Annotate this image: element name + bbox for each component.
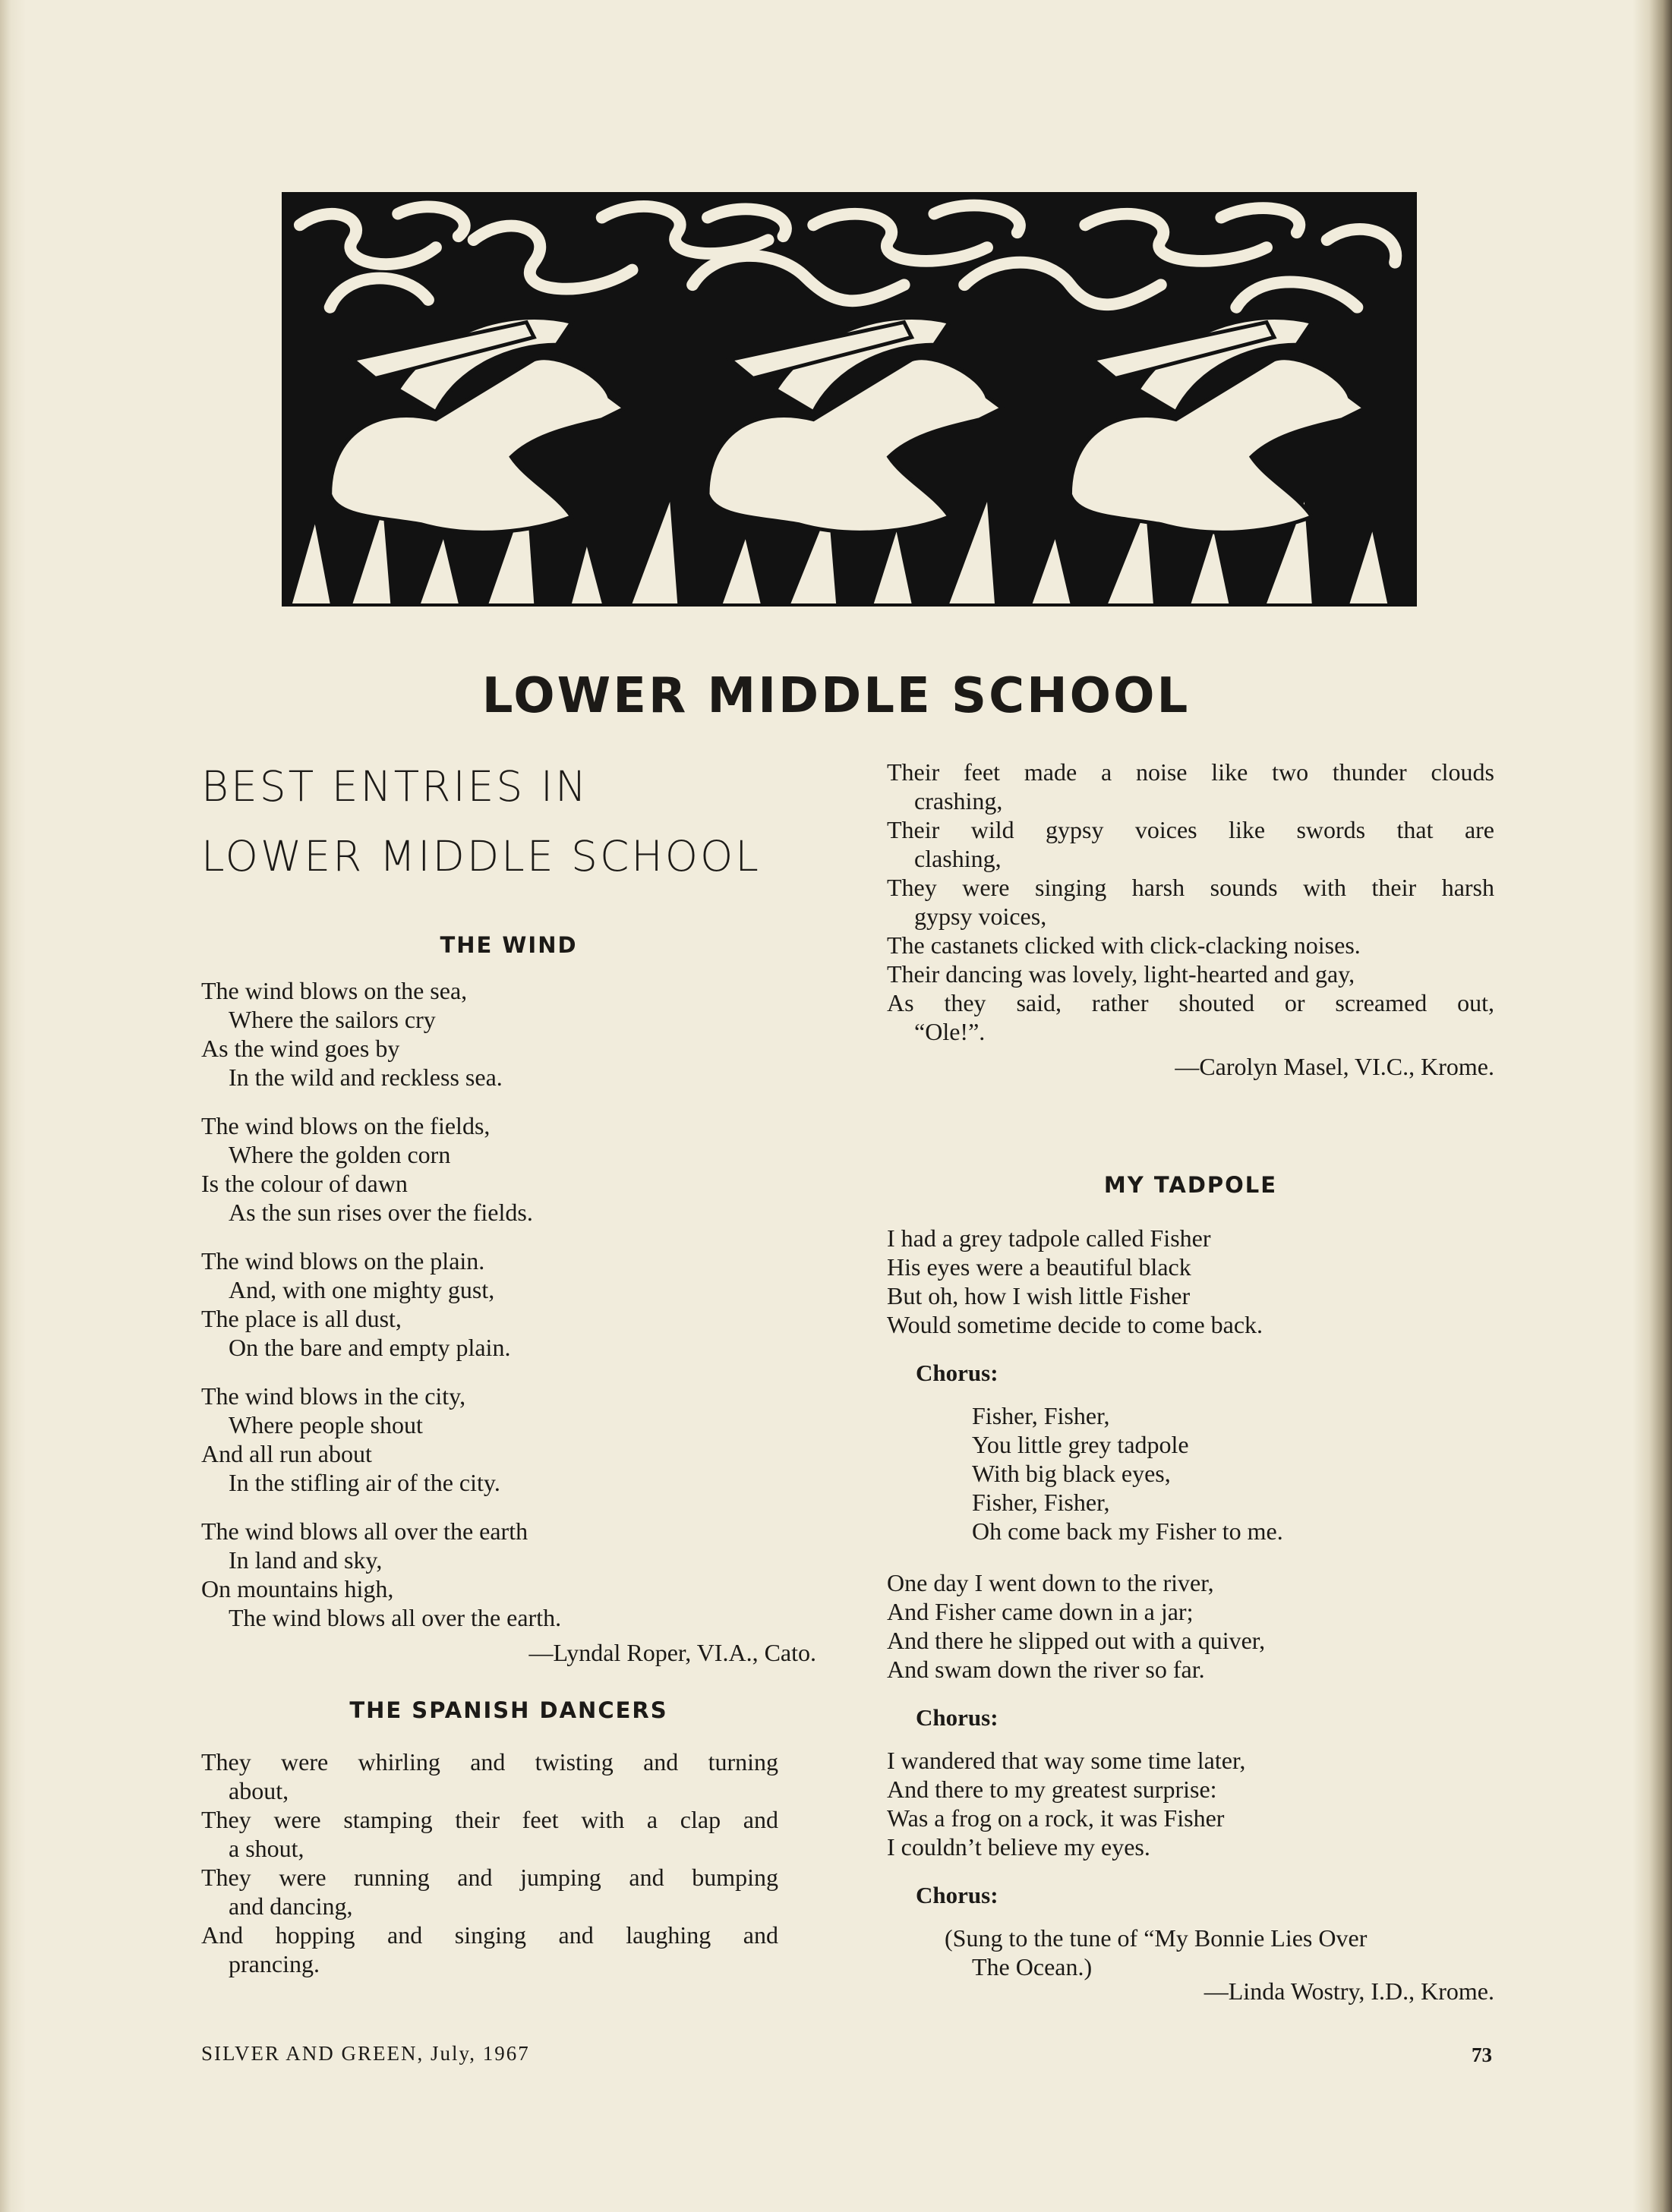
poem-line: and dancing, — [229, 1892, 353, 1920]
poem-line: They were singing harsh sounds with their harsh — [887, 874, 1494, 901]
poem-line: And there to my greatest surprise: — [887, 1776, 1217, 1803]
poem-line: On mountains high, — [201, 1575, 394, 1602]
dragon-frieze-svg — [285, 195, 1414, 603]
main-title: LOWER MIDDLE SCHOOL — [481, 668, 1191, 724]
poem-line: You little grey tadpole — [972, 1431, 1189, 1458]
poem-title-the-wind: THE WIND — [440, 932, 578, 958]
poem-line: The wind blows all over the earth — [201, 1517, 528, 1545]
poem-line: Is the colour of dawn — [201, 1170, 408, 1197]
poem-line: And hopping and singing and laughing and — [201, 1921, 778, 1949]
tadpole-verse-3 — [887, 1746, 1494, 1861]
poem-line: crashing, — [914, 787, 1003, 815]
poem-line: Fisher, Fisher, — [972, 1489, 1110, 1516]
tune-note-line: (Sung to the tune of “My Bonnie Lies Over — [945, 1924, 1368, 1952]
section-title — [201, 752, 816, 891]
poem-line: Was a frog on a rock, it was Fisher — [887, 1804, 1225, 1832]
wind-stanza — [201, 976, 816, 1092]
poem-line: “Ole!”. — [914, 1018, 986, 1045]
wind-stanza — [201, 1246, 816, 1362]
poem-line: And there he slipped out with a quiver, — [887, 1627, 1266, 1654]
poem-line: On the bare and empty plain. — [229, 1334, 511, 1361]
chorus-lines — [887, 1401, 1494, 1546]
section-title-line-1: BEST ENTRIES IN — [201, 762, 589, 811]
tadpole-verse-2 — [887, 1568, 1494, 1684]
poem-line: In land and sky, — [229, 1546, 383, 1574]
poem-line: The wind blows on the sea, — [201, 977, 468, 1004]
poem-line: And, with one mighty gust, — [229, 1276, 495, 1303]
tadpole-verse-1 — [887, 1224, 1494, 1339]
poem-line: Their dancing was lovely, light-hearted and gay, — [887, 960, 1355, 988]
poem-line: As they said, rather shouted or screamed out, — [887, 989, 1494, 1016]
chorus-label: Chorus: — [916, 1704, 998, 1731]
poem-line: They were stamping their feet with a clap and — [201, 1806, 778, 1833]
poem-line: Their wild gypsy voices like swords that are — [887, 816, 1494, 843]
author-credit-dancers: —Carolyn Masel, VI.C., Krome. — [1175, 1053, 1494, 1080]
poem-line: In the wild and reckless sea. — [229, 1063, 503, 1091]
poem-line: about, — [229, 1777, 289, 1804]
poem-line: clashing, — [914, 845, 1002, 872]
poem-line: The wind blows in the city, — [201, 1382, 466, 1410]
poem-line: I couldn’t believe my eyes. — [887, 1833, 1150, 1861]
poem-spanish-dancers-part-2 — [887, 758, 1494, 1081]
poem-line: In the stifling air of the city. — [229, 1469, 500, 1496]
poem-line: I wandered that way some time later, — [887, 1747, 1246, 1774]
page-number: 73 — [1472, 2043, 1492, 2066]
poem-line: And all run about — [201, 1440, 372, 1467]
poem-spanish-dancers-part-1 — [201, 1747, 778, 1978]
poem-line: With big black eyes, — [972, 1460, 1171, 1487]
poem-line: Oh come back my Fisher to me. — [972, 1517, 1283, 1545]
poem-line: One day I went down to the river, — [887, 1569, 1214, 1596]
poem-line: And Fisher came down in a jar; — [887, 1598, 1194, 1625]
publication-footer: SILVER AND GREEN, July, 1967 — [201, 2042, 530, 2065]
poem-line: Their feet made a noise like two thunder clouds — [887, 758, 1494, 786]
poem-line: The wind blows on the plain. — [201, 1247, 485, 1275]
left-column — [201, 752, 816, 1978]
wind-stanza — [201, 1382, 816, 1497]
poem-the-wind — [201, 976, 816, 1667]
tune-note-line: The Ocean.) — [972, 1953, 1093, 1980]
poem-my-tadpole — [887, 1224, 1494, 2006]
poem-line: They were whirling and twisting and turning — [201, 1748, 778, 1776]
poem-line: I had a grey tadpole called Fisher — [887, 1224, 1211, 1252]
poem-line: His eyes were a beautiful black — [887, 1253, 1191, 1281]
poem-line: As the sun rises over the fields. — [229, 1199, 533, 1226]
poem-line: Where people shout — [229, 1411, 423, 1438]
poem-line: The castanets clicked with click-clacking noises. — [887, 931, 1361, 959]
dragon-frieze-illustration — [282, 192, 1417, 607]
right-column — [887, 758, 1494, 2006]
section-title-line-2: LOWER MIDDLE SCHOOL — [201, 832, 761, 881]
poem-line: Where the golden corn — [229, 1141, 451, 1168]
poem-title-my-tadpole: MY TADPOLE — [1103, 1172, 1278, 1198]
poem-line: But oh, how I wish little Fisher — [887, 1282, 1191, 1309]
wind-stanza — [201, 1111, 816, 1227]
poem-line: They were running and jumping and bumping — [201, 1864, 778, 1891]
poem-line: Would sometime decide to come back. — [887, 1311, 1263, 1338]
poem-line: As the wind goes by — [201, 1035, 400, 1062]
poem-line: Fisher, Fisher, — [972, 1402, 1110, 1429]
tune-note — [945, 1924, 1494, 1981]
poem-line: Where the sailors cry — [229, 1006, 436, 1033]
chorus-label: Chorus: — [916, 1882, 998, 1908]
author-credit-tadpole: —Linda Wostry, I.D., Krome. — [1204, 1977, 1494, 2005]
poem-line: a shout, — [229, 1835, 304, 1862]
poem-line: The wind blows on the fields, — [201, 1112, 491, 1139]
poem-line: gypsy voices, — [914, 903, 1047, 930]
poem-line: prancing. — [229, 1950, 320, 1977]
poem-line: The place is all dust, — [201, 1305, 402, 1332]
poem-line: The wind blows all over the earth. — [229, 1604, 562, 1631]
author-credit-wind: —Lyndal Roper, VI.A., Cato. — [528, 1639, 816, 1666]
poem-title-spanish-dancers: THE SPANISH DANCERS — [349, 1697, 668, 1723]
wind-stanza — [201, 1517, 816, 1632]
poem-line: And swam down the river so far. — [887, 1656, 1205, 1683]
chorus-label: Chorus: — [916, 1360, 998, 1386]
